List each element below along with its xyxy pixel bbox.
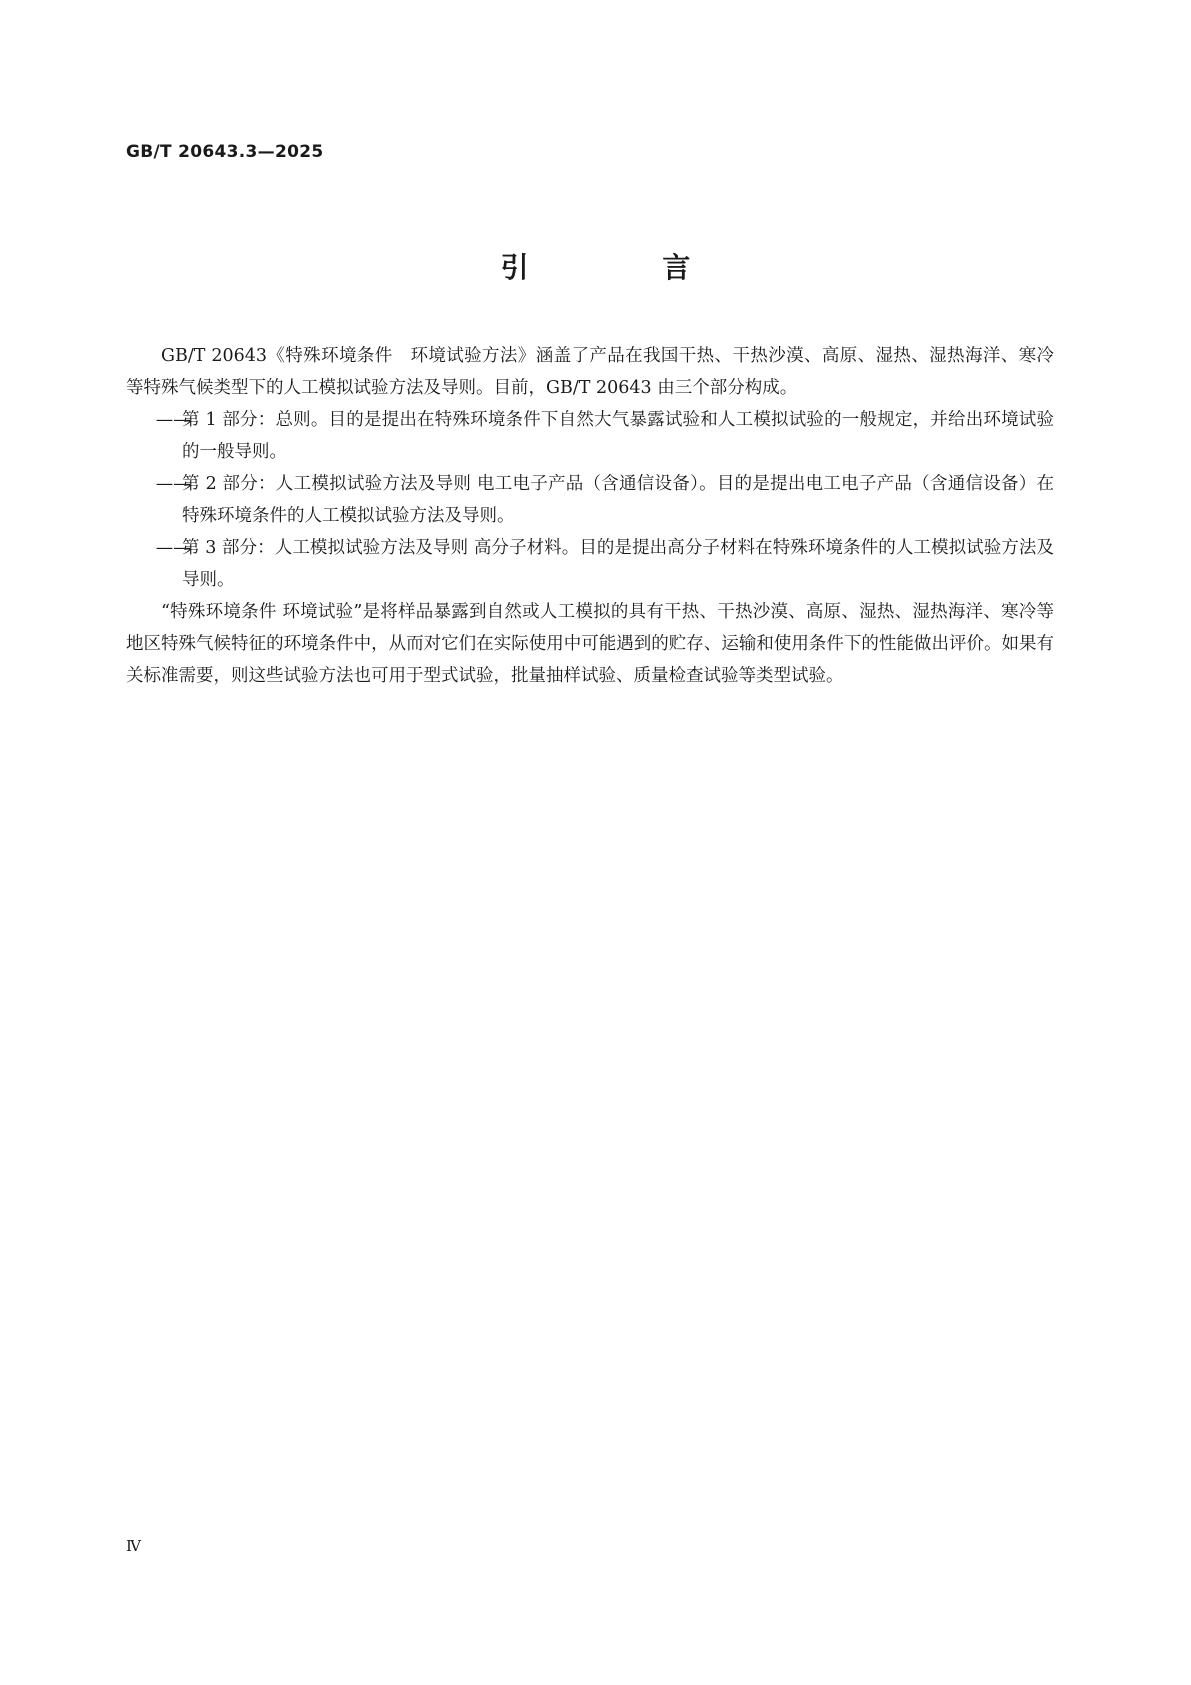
- intro-paragraph: GB/T 20643《特殊环境条件 环境试验方法》涵盖了产品在我国干热、干热沙漠、高原、湿热、湿热海洋、寒冷等特殊气候类型下的人工模拟试验方法及导则。目前，GB/T 20643 由三个部分构成。: [126, 346, 1054, 398]
- list-item-part-1: [126, 404, 1054, 468]
- list-dash: ——: [155, 474, 191, 494]
- body-text: [126, 340, 1054, 692]
- list-item-part-3: [126, 532, 1054, 596]
- list-item-text: 第 3 部分：人工模拟试验方法及导则 高分子材料。目的是提出高分子材料在特殊环境条件的人工模拟试验方法及导则。: [182, 538, 1054, 590]
- section-title: 引 言: [500, 251, 753, 284]
- list-dash: ——: [155, 410, 191, 430]
- page-number: Ⅳ: [126, 1537, 141, 1555]
- standard-code: GB/T 20643.3—2025: [126, 142, 324, 162]
- closing-paragraph: “特殊环境条件 环境试验”是将样品暴露到自然或人工模拟的具有干热、干热沙漠、高原、湿热、湿热海洋、寒冷等地区特殊气候特征的环境条件中，从而对它们在实际使用中可能遇到的贮存、运输和使用条件下的性能做出评价。如果有关标准需要，则这些试验方法也可用于型式试验，批量抽样试验、质量检查试验等类型试验。: [126, 602, 1054, 686]
- list-item-text: 第 2 部分：人工模拟试验方法及导则 电工电子产品（含通信设备）。目的是提出电工电子产品（含通信设备）在特殊环境条件的人工模拟试验方法及导则。: [182, 474, 1054, 526]
- list-dash: ——: [155, 538, 191, 558]
- list-item-text: 第 1 部分：总则。目的是提出在特殊环境条件下自然大气暴露试验和人工模拟试验的一般规定，并给出环境试验的一般导则。: [182, 410, 1054, 462]
- list-item-part-2: [126, 468, 1054, 532]
